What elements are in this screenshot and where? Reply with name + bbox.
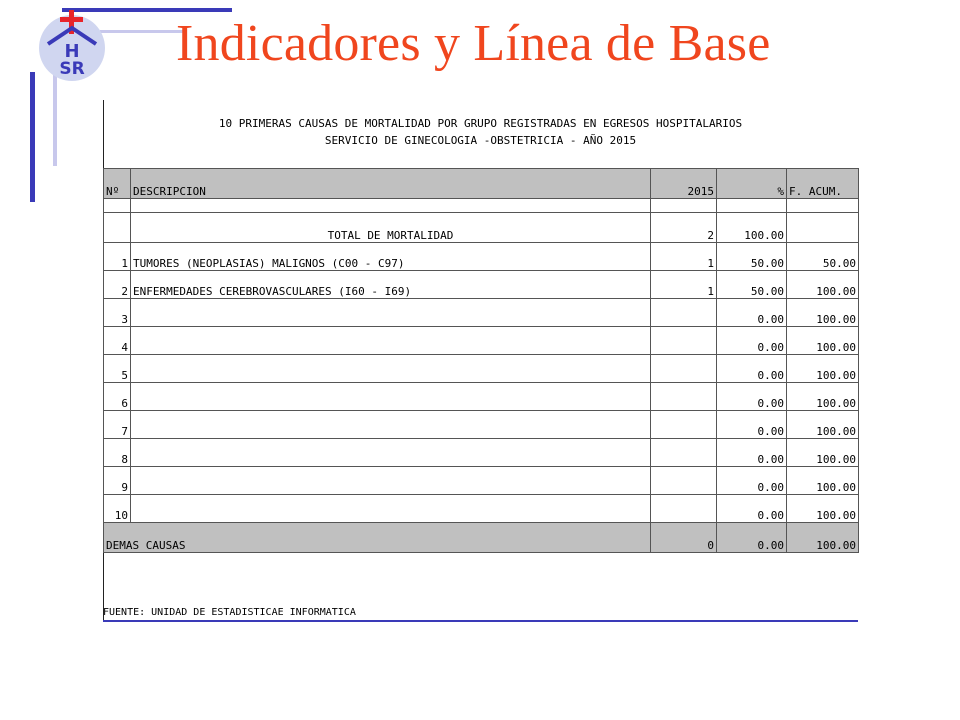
report-title-line2: SERVICIO DE GINECOLOGIA -OBSTETRICIA - AÑO 2015 — [324, 134, 637, 147]
table-row — [104, 383, 859, 411]
row-description — [131, 383, 651, 411]
decor-bar-top-light — [100, 30, 186, 33]
row-number: 10 — [104, 495, 131, 523]
row-acum: 100.00 — [787, 355, 859, 383]
total-row — [104, 213, 859, 243]
row-number: 8 — [104, 439, 131, 467]
row-number: 6 — [104, 383, 131, 411]
row-pct: 0.00 — [717, 411, 787, 439]
row-pct: 0.00 — [717, 299, 787, 327]
row-value — [651, 383, 717, 411]
header-descripcion: DESCRIPCION — [131, 169, 651, 199]
row-pct: 50.00 — [717, 271, 787, 299]
table-row — [104, 243, 859, 271]
row-description — [131, 495, 651, 523]
row-value: 1 — [651, 243, 717, 271]
total-value: 2 — [651, 213, 717, 243]
row-pct: 0.00 — [717, 467, 787, 495]
row-description — [131, 355, 651, 383]
report-title-line1: 10 PRIMERAS CAUSAS DE MORTALIDAD POR GRUPO REGISTRADAS EN EGRESOS HOSPITALARIOS — [218, 117, 743, 130]
row-description — [131, 411, 651, 439]
row-number: 7 — [104, 411, 131, 439]
sheet-bottom-border — [103, 620, 858, 622]
mortality-table — [103, 168, 859, 553]
row-acum: 100.00 — [787, 271, 859, 299]
logo-cross-horizontal — [60, 17, 83, 22]
slide-title: Indicadores y Línea de Base — [176, 15, 771, 72]
row-value — [651, 439, 717, 467]
row-value — [651, 355, 717, 383]
table-row — [104, 439, 859, 467]
demas-pct: 0.00 — [717, 523, 787, 553]
row-pct: 0.00 — [717, 327, 787, 355]
header-year: 2015 — [651, 169, 717, 199]
row-value — [651, 495, 717, 523]
total-n — [104, 213, 131, 243]
logo-letters-sr: SR — [59, 59, 85, 79]
row-pct: 0.00 — [717, 355, 787, 383]
cause-rows — [104, 243, 859, 523]
row-description: ENFERMEDADES CEREBROVASCULARES (I60 - I69) — [131, 271, 651, 299]
row-number: 2 — [104, 271, 131, 299]
row-pct: 0.00 — [717, 495, 787, 523]
table-row — [104, 355, 859, 383]
row-acum: 50.00 — [787, 243, 859, 271]
row-pct: 50.00 — [717, 243, 787, 271]
row-value — [651, 299, 717, 327]
table-row — [104, 271, 859, 299]
table-row — [104, 495, 859, 523]
row-description: TUMORES (NEOPLASIAS) MALIGNOS (C00 - C97) — [131, 243, 651, 271]
spacer-row — [104, 199, 859, 213]
row-pct: 0.00 — [717, 383, 787, 411]
table-header-row — [104, 169, 859, 199]
table-row — [104, 411, 859, 439]
table-row — [104, 467, 859, 495]
header-acum: F. ACUM. — [787, 169, 859, 199]
header-pct: % — [717, 169, 787, 199]
row-description — [131, 467, 651, 495]
row-acum: 100.00 — [787, 439, 859, 467]
report-sheet — [103, 100, 858, 622]
total-acum — [787, 213, 859, 243]
row-pct: 0.00 — [717, 439, 787, 467]
demas-acum: 100.00 — [787, 523, 859, 553]
row-value: 1 — [651, 271, 717, 299]
row-description — [131, 327, 651, 355]
row-description — [131, 439, 651, 467]
row-number: 9 — [104, 467, 131, 495]
decor-bar-left — [30, 72, 35, 202]
row-value — [651, 467, 717, 495]
row-number: 3 — [104, 299, 131, 327]
row-value — [651, 327, 717, 355]
demas-row — [104, 523, 859, 553]
demas-value: 0 — [651, 523, 717, 553]
logo-letter-h: H — [64, 41, 80, 62]
row-acum: 100.00 — [787, 467, 859, 495]
source-note: FUENTE: UNIDAD DE ESTADISTICAE INFORMATICA — [103, 607, 356, 618]
row-number: 1 — [104, 243, 131, 271]
row-acum: 100.00 — [787, 299, 859, 327]
row-acum: 100.00 — [787, 383, 859, 411]
row-number: 4 — [104, 327, 131, 355]
total-pct: 100.00 — [717, 213, 787, 243]
header-n: Nº — [104, 169, 131, 199]
table-row — [104, 299, 859, 327]
row-value — [651, 411, 717, 439]
row-description — [131, 299, 651, 327]
row-acum: 100.00 — [787, 327, 859, 355]
row-number: 5 — [104, 355, 131, 383]
total-label: TOTAL DE MORTALIDAD — [131, 213, 651, 243]
table-row — [104, 327, 859, 355]
row-acum: 100.00 — [787, 411, 859, 439]
demas-label: DEMAS CAUSAS — [104, 523, 651, 553]
hsr-logo — [34, 8, 110, 84]
row-acum: 100.00 — [787, 495, 859, 523]
